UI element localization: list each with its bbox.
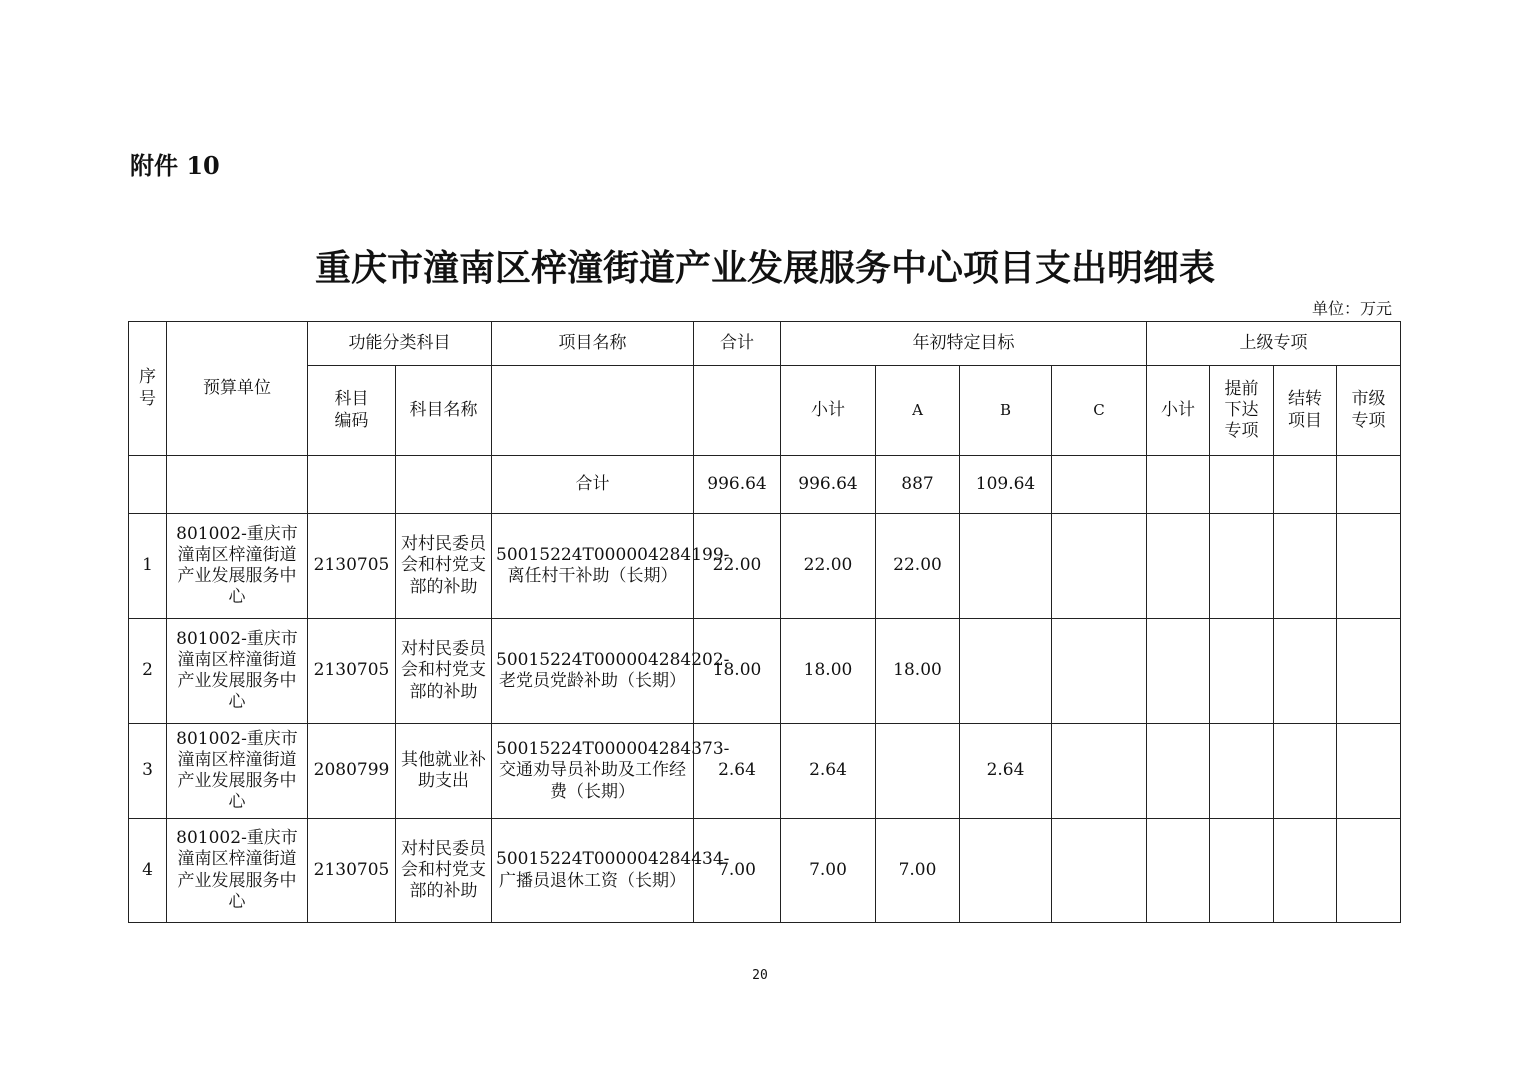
header-upper-city: 市级专项 [1337,366,1401,456]
row-target-a [876,724,960,819]
header-row-2 [129,366,1401,456]
total-target-c-blank [1052,456,1147,514]
row-upper-advance [1210,514,1274,619]
row-seq: 1 [129,514,167,619]
row-budget-unit: 801002-重庆市潼南区梓潼街道产业发展服务中心 [167,619,308,724]
total-target-b: 109.64 [960,456,1052,514]
row-budget-unit: 801002-重庆市潼南区梓潼街道产业发展服务中心 [167,514,308,619]
row-upper-city [1337,724,1401,819]
table-row [129,514,1401,619]
total-upper-city-blank [1337,456,1401,514]
header-total: 合计 [694,322,781,366]
row-target-c [1052,819,1147,923]
row-total: 18.00 [694,619,781,724]
header-seq: 序号 [129,322,167,456]
row-project-name: 50015224T000004284373-交通劝导员补助及工作经费（长期） [492,724,694,819]
row-upper-carryover [1274,619,1337,724]
row-target-b [960,819,1052,923]
header-target-group: 年初特定目标 [781,322,1147,366]
row-subject-code: 2130705 [308,619,396,724]
page-number: 20 [752,968,768,983]
row-seq: 2 [129,619,167,724]
row-subject-code: 2130705 [308,514,396,619]
table-row [129,724,1401,819]
row-upper-carryover [1274,514,1337,619]
row-project-name: 50015224T000004284202-老党员党龄补助（长期） [492,619,694,724]
header-upper-group: 上级专项 [1147,322,1401,366]
total-seq-blank [129,456,167,514]
header-budget-unit: 预算单位 [167,322,308,456]
header-target-b: B [960,366,1052,456]
row-project-name: 50015224T000004284199-离任村干补助（长期） [492,514,694,619]
row-upper-subtotal [1147,819,1210,923]
attachment-label: 附件 10 [130,151,220,180]
header-project-name: 项目名称 [492,322,694,366]
row-upper-advance [1210,724,1274,819]
row-budget-unit: 801002-重庆市潼南区梓潼街道产业发展服务中心 [167,724,308,819]
row-seq: 3 [129,724,167,819]
table-row [129,619,1401,724]
header-upper-advance: 提前下达专项 [1210,366,1274,456]
row-target-a: 22.00 [876,514,960,619]
row-subject-name: 对村民委员会和村党支部的补助 [396,819,492,923]
total-upper-advance-blank [1210,456,1274,514]
total-target-subtotal: 996.64 [781,456,876,514]
row-total: 22.00 [694,514,781,619]
row-upper-carryover [1274,724,1337,819]
total-unit-blank [167,456,308,514]
row-upper-city [1337,514,1401,619]
total-target-a: 887 [876,456,960,514]
row-subject-name: 对村民委员会和村党支部的补助 [396,619,492,724]
header-upper-subtotal: 小计 [1147,366,1210,456]
row-target-c [1052,724,1147,819]
row-upper-subtotal [1147,724,1210,819]
row-budget-unit: 801002-重庆市潼南区梓潼街道产业发展服务中心 [167,819,308,923]
row-seq: 4 [129,819,167,923]
total-label: 合计 [492,456,694,514]
row-target-b [960,514,1052,619]
total-upper-carryover-blank [1274,456,1337,514]
row-subject-code: 2080799 [308,724,396,819]
row-project-name: 50015224T000004284434-广播员退休工资（长期） [492,819,694,923]
header-upper-carryover: 结转项目 [1274,366,1337,456]
row-upper-subtotal [1147,514,1210,619]
row-target-a: 18.00 [876,619,960,724]
row-target-subtotal: 7.00 [781,819,876,923]
total-upper-subtotal-blank [1147,456,1210,514]
row-upper-subtotal [1147,619,1210,724]
row-target-subtotal: 18.00 [781,619,876,724]
row-target-b: 2.64 [960,724,1052,819]
header-target-c: C [1052,366,1147,456]
header-subject-name: 科目名称 [396,366,492,456]
row-target-subtotal: 22.00 [781,514,876,619]
unit-label: 单位：万元 [1311,299,1392,318]
row-upper-advance [1210,819,1274,923]
row-total: 7.00 [694,819,781,923]
header-func-class: 功能分类科目 [308,322,492,366]
row-upper-advance [1210,619,1274,724]
header-subject-code: 科目编码 [308,366,396,456]
total-subject-blank [396,456,492,514]
total-row [129,456,1401,514]
page-title: 重庆市潼南区梓潼街道产业发展服务中心项目支出明细表 [314,247,1215,289]
row-target-subtotal: 2.64 [781,724,876,819]
header-target-a: A [876,366,960,456]
row-total: 2.64 [694,724,781,819]
row-subject-name: 对村民委员会和村党支部的补助 [396,514,492,619]
row-upper-city [1337,619,1401,724]
header-row-1 [129,322,1401,366]
row-upper-city [1337,819,1401,923]
header-total-blank [694,366,781,456]
total-code-blank [308,456,396,514]
row-target-b [960,619,1052,724]
header-project-name-blank [492,366,694,456]
header-target-subtotal: 小计 [781,366,876,456]
row-target-a: 7.00 [876,819,960,923]
row-target-c [1052,619,1147,724]
row-upper-carryover [1274,819,1337,923]
table-row [129,819,1401,923]
row-subject-name: 其他就业补助支出 [396,724,492,819]
row-target-c [1052,514,1147,619]
total-amount: 996.64 [694,456,781,514]
expenditure-table [128,321,1401,923]
row-subject-code: 2130705 [308,819,396,923]
